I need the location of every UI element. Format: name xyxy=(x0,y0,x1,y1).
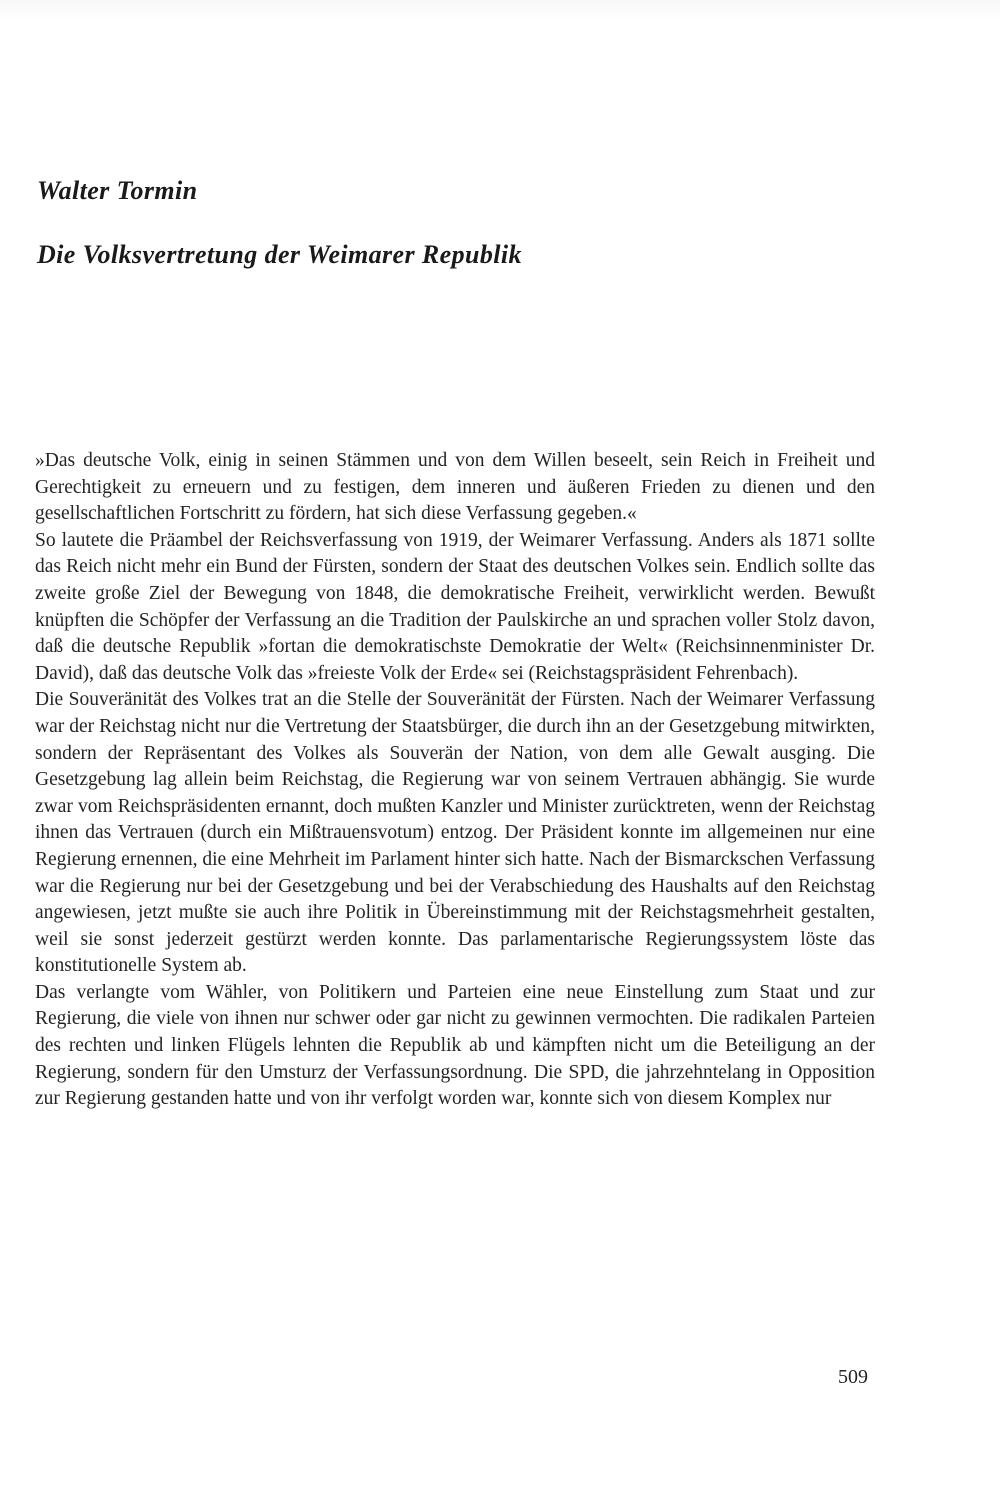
paragraph-sovereignty: Die Souveränität des Volkes trat an die Stelle der Souveränität der Fürsten. Nach der Weimarer Verfassung war der Reichstag nicht nur die Vertretung der Staatsbürger, die durch ihn an der Gesetzgebung mitwirkten, sondern der Repräsentant des Volkes als Souverän der Nation, von dem alle Gewalt ausging. Die Gesetzgebung lag allein beim Reichstag, die Regierung war von seinem Vertrauen abhängig. Sie wurde zwar vom Reichspräsidenten ernannt, doch mußten Kanzler und Minister zurücktreten, wenn der Reichstag ihnen das Vertrauen (durch ein Mißtrauensvotum) entzog. Der Präsident konnte im allgemeinen nur eine Regierung ernennen, die eine Mehrheit im Parlament hinter sich hatte. Nach der Bismarckschen Verfassung war die Regierung nur bei der Gesetzgebung und bei der Verabschiedung des Haushalts auf den Reichstag angewiesen, jetzt mußte sie auch ihre Politik in Übereinstimmung mit der Reichstagsmehrheit gestalten, weil sie sonst jederzeit gestürzt werden konnte. Das parlamentarische Regierungssystem löste das konstitutionelle System ab. xyxy=(35,689,875,977)
chapter-title: Die Volksvertretung der Weimarer Republik xyxy=(37,240,522,269)
paragraph-preamble-quote: »Das deutsche Volk, einig in seinen Stämmen und von dem Willen beseelt, sein Reich in Freiheit und Gerechtigkeit zu erneuern und zu festigen, dem inneren und äußeren Frieden zu dienen und den gesellschaftlichen Fortschritt zu fördern, hat sich diese Verfassung gegeben.« xyxy=(35,450,875,525)
paragraph-1919-constitution: So lautete die Präambel der Reichsverfassung von 1919, der Weimarer Verfassung. Anders als 1871 sollte das Reich nicht mehr ein Bund der Fürsten, sondern der Staat des deutschen Volkes sein. Endlich sollte das zweite große Ziel der Bewegung von 1848, die demokratische Freiheit, verwirklicht werden. Bewußt knüpften die Schöpfer der Verfassung an die Tradition der Paulskirche an und sprachen voller Stolz davon, daß die deutsche Republik »fortan die demokratischste Demokratie der Welt« (Reichsinnenminister Dr. David), daß das deutsche Volk das »freieste Volk der Erde« sei (Reichstagspräsident Fehrenbach). xyxy=(35,529,875,684)
paragraph-voters-parties: Das verlangte vom Wähler, von Politikern und Parteien eine neue Einstellung zum Staat und zur Regierung, die viele von ihnen nur schwer oder gar nicht zu gewinnen vermochten. Die radikalen Parteien des rechten und linken Flügels lehnten die Republik ab und kämpften nicht um die Beteiligung an der Regierung, sondern für den Umsturz der Verfassungsordnung. Die SPD, die jahrzehntelang in Opposition zur Regierung gestanden hatte und von ihr verfolgt worden war, konnte sich von diesem Komplex nur xyxy=(35,981,875,1110)
body-text xyxy=(35,448,875,1113)
page-number: 509 xyxy=(838,1366,868,1388)
author-name: Walter Tormin xyxy=(37,176,198,205)
